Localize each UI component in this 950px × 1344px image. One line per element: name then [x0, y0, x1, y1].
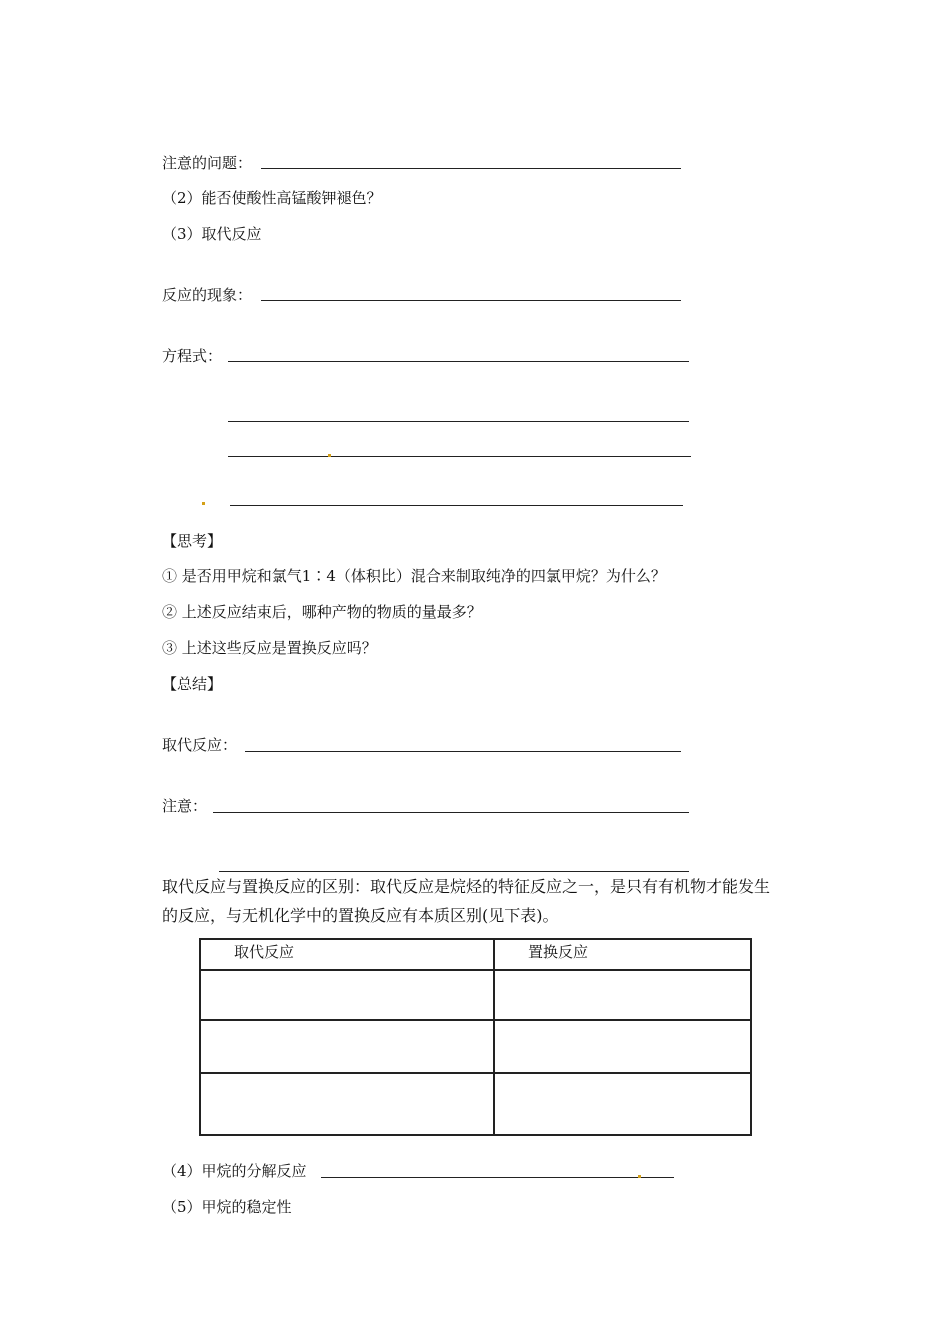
table-header-replacement: 置换反应: [528, 943, 589, 961]
summary-heading: 【总结】: [162, 675, 223, 693]
phenomenon-blank[interactable]: [261, 300, 681, 301]
table-cell[interactable]: [200, 970, 494, 1020]
table-cell[interactable]: [200, 1073, 494, 1135]
table-row: [200, 970, 751, 1020]
difference-paragraph-line-2: 的反应，与无机化学中的置换反应有本质区别(见下表)。: [162, 906, 559, 925]
table-cell[interactable]: [494, 1020, 751, 1073]
table-header-substitution: 取代反应: [234, 943, 295, 961]
comparison-table: [199, 938, 752, 1136]
question-5: （5）甲烷的稳定性: [162, 1198, 292, 1216]
difference-paragraph-line-1: 取代反应与置换反应的区别：取代反应是烷烃的特征反应之一，是只有有机物才能发生: [162, 877, 771, 896]
question-3: （3）取代反应: [162, 225, 262, 243]
substitution-blank[interactable]: [245, 751, 681, 752]
attention-blank-1[interactable]: [213, 812, 689, 813]
notice-issue-blank[interactable]: [261, 168, 681, 169]
table-cell[interactable]: [494, 970, 751, 1020]
table-cell[interactable]: [494, 1073, 751, 1135]
table-header-row: [200, 939, 751, 970]
table-header-cell: [494, 939, 751, 970]
substitution-label: 取代反应：: [162, 736, 238, 754]
table-cell[interactable]: [200, 1020, 494, 1073]
ink-speck: [328, 454, 331, 457]
ink-speck: [202, 502, 205, 505]
think-question-3: ③ 上述这些反应是置换反应吗？: [162, 639, 377, 657]
question-4: （4）甲烷的分解反应: [162, 1162, 307, 1180]
table-row: [200, 1073, 751, 1135]
equation-label: 方程式：: [162, 347, 223, 365]
question-2: （2）能否使酸性高锰酸钾褪色？: [162, 189, 382, 207]
equation-blank-3[interactable]: [228, 456, 691, 457]
equation-blank-2[interactable]: [228, 421, 689, 422]
table-row: [200, 1020, 751, 1073]
ink-speck: [638, 1175, 641, 1178]
equation-blank-4[interactable]: [230, 505, 683, 506]
table-header-cell: [200, 939, 494, 970]
phenomenon-label: 反应的现象：: [162, 286, 253, 304]
think-heading: 【思考】: [162, 532, 223, 550]
notice-issue-label: 注意的问题：: [162, 154, 253, 172]
decomposition-blank[interactable]: [321, 1177, 674, 1178]
equation-blank-1[interactable]: [228, 361, 689, 362]
attention-blank-2[interactable]: [219, 871, 689, 872]
think-question-1: ① 是否用甲烷和氯气1∶4（体积比）混合来制取纯净的四氯甲烷？为什么？: [162, 567, 666, 585]
attention-label: 注意：: [162, 797, 208, 815]
think-question-2: ② 上述反应结束后，哪种产物的物质的量最多？: [162, 603, 482, 621]
